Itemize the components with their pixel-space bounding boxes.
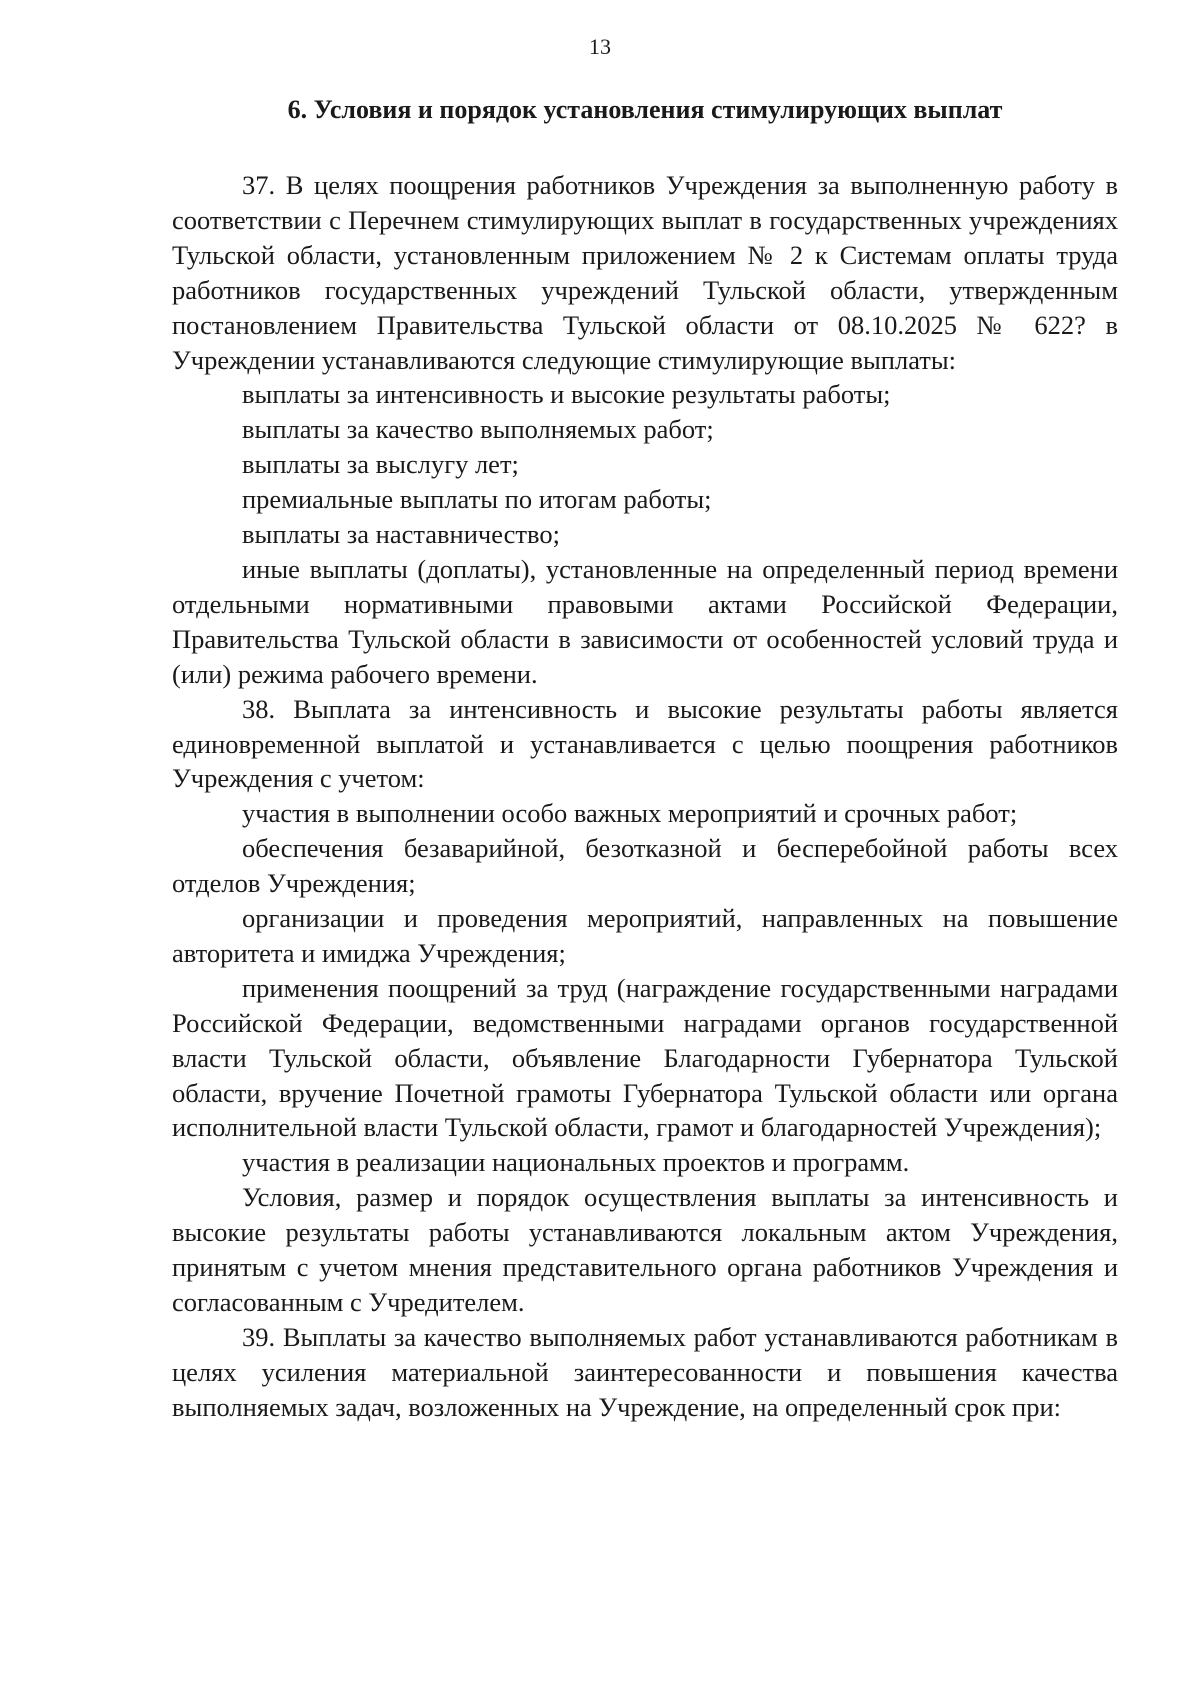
list-item: участия в выполнении особо важных мероприятий и срочных работ; bbox=[242, 798, 1018, 829]
list-item: выплаты за качество выполняемых работ; bbox=[242, 414, 714, 445]
paragraph-39: 39. Выплаты за качество выполняемых работ устанавливаются работникам в целях усиления материальной заинтересованности и повышения качества выполняемых задач, возложенных на Учреждение, на определенный срок при: bbox=[172, 1321, 1118, 1422]
list-item: применения поощрений за труд (награждение государственными наградами Российской Федерации, ведомственными наградами органов государственной власти Тульской области, объявление Благодарности Губернатора Тульской области, вручение Почетной грамоты Губернатора Тульской области или органа исполнительной власти Тульской области, грамот и благодарностей Учреждения); bbox=[172, 972, 1118, 1143]
list-item: премиальные выплаты по итогам работы; bbox=[242, 484, 712, 515]
list-item: обеспечения безаварийной, безотказной и бесперебойной работы всех отделов Учреждения; bbox=[172, 833, 1118, 899]
section-title: 6. Условия и порядок установления стимулирующих выплат bbox=[287, 95, 1003, 124]
paragraph-38: 38. Выплата за интенсивность и высокие результаты работы является единовременной выплатой и устанавливается с целью поощрения работников Учреждения с учетом: bbox=[172, 693, 1118, 794]
list-item: выплаты за наставничество; bbox=[242, 519, 560, 550]
list-item: участия в реализации национальных проектов и программ. bbox=[242, 1147, 910, 1178]
page-number: 13 bbox=[589, 34, 611, 59]
list-item: организации и проведения мероприятий, направленных на повышение авторитета и имиджа Учреждения; bbox=[172, 903, 1118, 968]
paragraph-conditions: Условия, размер и порядок осуществления выплаты за интенсивность и высокие результаты работы устанавливаются локальным актом Учреждения, принятым с учетом мнения представительного органа работников Учреждения и согласованным с Учредителем. bbox=[172, 1182, 1118, 1317]
list-item: иные выплаты (доплаты), установленные на определенный период времени отдельными нормативными правовыми актами Российской Федерации, Правительства Тульской области в зависимости от особенностей условий труда и (или) режима рабочего времени. bbox=[172, 553, 1118, 689]
list-item: выплаты за интенсивность и высокие результаты работы; bbox=[242, 379, 891, 410]
document-body bbox=[172, 168, 1118, 1425]
list-item: выплаты за выслугу лет; bbox=[242, 449, 519, 480]
paragraph-37: 37. В целях поощрения работников Учреждения за выполненную работу в соответствии с Перечнем стимулирующих выплат в государственных учреждениях Тульской области, установленным приложением № 2 к Системам оплаты труда работников государственных учреждений Тульской области, утвержденным постановлением Правительства Тульской области от 08.10.2025 № 622? в Учреждении устанавливаются следующие стимулирующие выплаты: bbox=[172, 170, 1118, 375]
